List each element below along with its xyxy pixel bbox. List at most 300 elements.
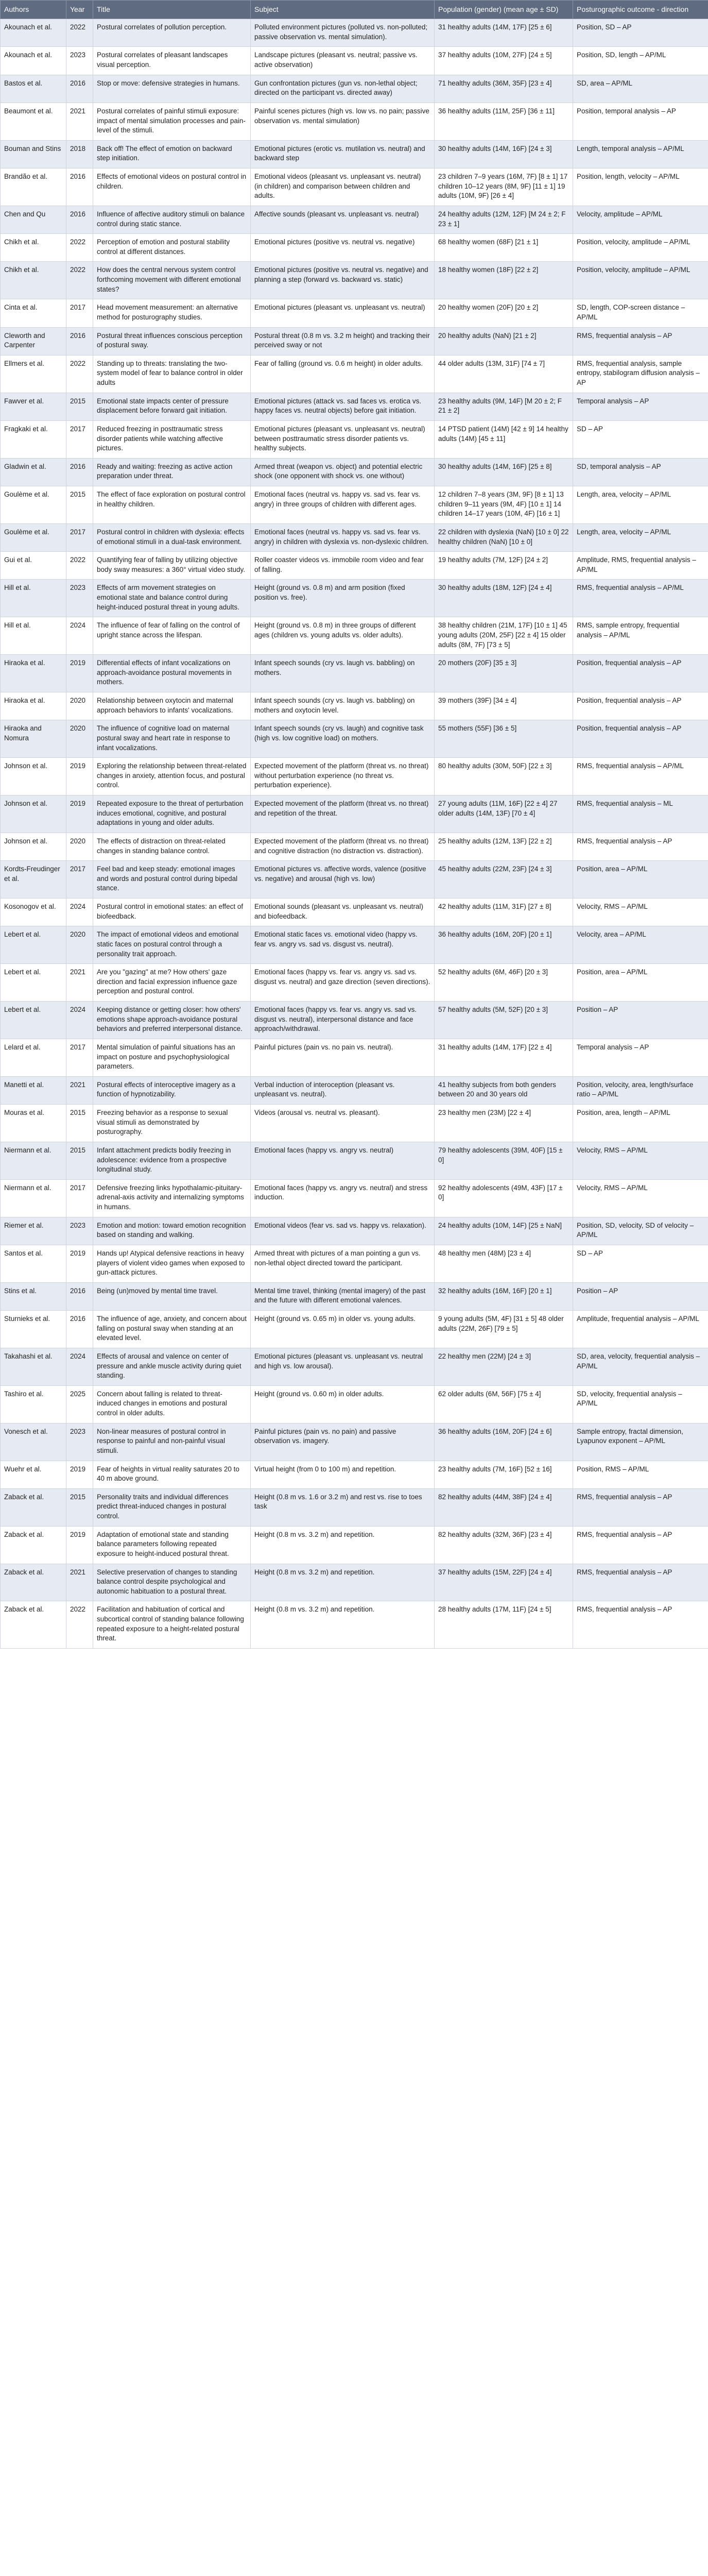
table-row [1, 168, 708, 206]
cell-population: 31 healthy adults (14M, 17F) [22 ± 4] [435, 1039, 573, 1076]
cell-outcome: Position, velocity, amplitude – AP/ML [573, 262, 708, 299]
cell-subject: Height (0.8 m vs. 3.2 m) and repetition. [251, 1601, 435, 1649]
cell-outcome: SD, temporal analysis – AP [573, 458, 708, 486]
cell-authors: Hill et al. [1, 580, 66, 617]
cell-authors: Bastos et al. [1, 75, 66, 103]
cell-population: 18 healthy women (18F) [22 ± 2] [435, 262, 573, 299]
table-row [1, 458, 708, 486]
cell-title: Keeping distance or getting closer: how others' emotions shape approach-avoidance postural behaviors and preferred interpersonal distance. [93, 1002, 251, 1039]
cell-outcome: Position, frequential analysis – AP [573, 655, 708, 692]
table-row [1, 861, 708, 899]
cell-subject: Armed threat (weapon vs. object) and potential electric shock (one opponent with shock vs. one without) [251, 458, 435, 486]
cell-authors: Cinta et al. [1, 299, 66, 327]
cell-year: 2023 [66, 1217, 93, 1245]
table-row [1, 1564, 708, 1601]
cell-authors: Lebert et al. [1, 964, 66, 1002]
table-row [1, 1601, 708, 1649]
cell-population: 36 healthy adults (11M, 25F) [36 ± 11] [435, 103, 573, 140]
cell-population: 24 healthy adults (10M, 14F) [25 ± NaN] [435, 1217, 573, 1245]
cell-population: 41 healthy subjects from both genders between 20 and 30 years old [435, 1076, 573, 1104]
cell-outcome: Length, area, velocity – AP/ML [573, 486, 708, 524]
cell-year: 2024 [66, 617, 93, 655]
cell-title: Emotion and motion: toward emotion recognition based on standing and walking. [93, 1217, 251, 1245]
cell-subject: Verbal induction of interoception (pleasant vs. unpleasant vs. neutral). [251, 1076, 435, 1104]
cell-authors: Fawver et al. [1, 393, 66, 420]
cell-outcome: SD – AP [573, 420, 708, 458]
cell-title: Personality traits and individual differences predict threat-induced changes in postural control. [93, 1488, 251, 1526]
cell-subject: Infant speech sounds (cry vs. laugh vs. babbling) on mothers and oxytocin level. [251, 692, 435, 720]
cell-population: 12 children 7–8 years (3M, 9F) [8 ± 1] 13 children 9–11 years (9M, 4F) [10 ± 1] 14 children 14–17 years (10M, 4F) [16 ± 1] [435, 486, 573, 524]
cell-population: 28 healthy adults (17M, 11F) [24 ± 5] [435, 1601, 573, 1649]
cell-year: 2019 [66, 655, 93, 692]
cell-year: 2016 [66, 1311, 93, 1348]
cell-outcome: Position, frequential analysis – AP [573, 720, 708, 758]
table-row [1, 1488, 708, 1526]
cell-authors: Chikh et al. [1, 262, 66, 299]
cell-title: Selective preservation of changes to standing balance control despite psychological and autonomic habituation to a postural threat. [93, 1564, 251, 1601]
cell-authors: Hill et al. [1, 617, 66, 655]
cell-population: 20 healthy adults (NaN) [21 ± 2] [435, 327, 573, 355]
table-row [1, 899, 708, 926]
cell-outcome: SD – AP [573, 1245, 708, 1282]
cell-population: 82 healthy adults (44M, 38F) [24 ± 4] [435, 1488, 573, 1526]
cell-year: 2023 [66, 47, 93, 75]
cell-population: 30 healthy adults (14M, 16F) [25 ± 8] [435, 458, 573, 486]
cell-title: Postural correlates of pollution perception. [93, 19, 251, 47]
cell-population: 45 healthy adults (22M, 23F) [24 ± 3] [435, 861, 573, 899]
cell-subject: Height (ground vs. 0.8 m) in three groups of different ages (children vs. young adults vs. older adults). [251, 617, 435, 655]
cell-authors: Akounach et al. [1, 19, 66, 47]
cell-year: 2019 [66, 758, 93, 795]
cell-subject: Emotional faces (neutral vs. happy vs. sad vs. fear vs. angry) in children with dyslexia vs. non-dyslexic children. [251, 523, 435, 551]
table-row [1, 1076, 708, 1104]
cell-title: Postural control in emotional states: an effect of biofeedback. [93, 899, 251, 926]
cell-authors: Gui et al. [1, 552, 66, 580]
cell-authors: Goulème et al. [1, 486, 66, 524]
cell-outcome: Position, SD – AP [573, 19, 708, 47]
cell-title: Differential effects of infant vocalizations on approach-avoidance postural movements in mothers. [93, 655, 251, 692]
cell-population: 19 healthy adults (7M, 12F) [24 ± 2] [435, 552, 573, 580]
cell-outcome: RMS, frequential analysis – AP [573, 1564, 708, 1601]
cell-outcome: SD, area – AP/ML [573, 75, 708, 103]
cell-year: 2021 [66, 103, 93, 140]
cell-subject: Emotional pictures (positive vs. neutral vs. negative) and planning a step (forward vs. backward vs. static) [251, 262, 435, 299]
table-row [1, 262, 708, 299]
table-row [1, 617, 708, 655]
table-row [1, 758, 708, 795]
cell-title: The impact of emotional videos and emotional static faces on postural control through a personality trait approach. [93, 926, 251, 964]
cell-subject: Emotional pictures vs. affective words, valence (positive vs. negative) and arousal (high vs. low) [251, 861, 435, 899]
cell-title: Non-linear measures of postural control in response to painful and non-painful visual stimuli. [93, 1423, 251, 1461]
cell-population: 37 healthy adults (15M, 22F) [24 ± 4] [435, 1564, 573, 1601]
table-row [1, 1526, 708, 1564]
cell-outcome: Position, SD, length – AP/ML [573, 47, 708, 75]
cell-population: 20 mothers (20F) [35 ± 3] [435, 655, 573, 692]
cell-year: 2023 [66, 1423, 93, 1461]
cell-year: 2020 [66, 926, 93, 964]
table-row [1, 19, 708, 47]
cell-subject: Expected movement of the platform (threat vs. no threat) and cognitive distraction (no distraction vs. distraction). [251, 833, 435, 860]
cell-subject: Emotional pictures (erotic vs. mutilation vs. neutral) and backward step [251, 140, 435, 168]
cell-outcome: Sample entropy, fractal dimension, Lyapunov exponent – AP/ML [573, 1423, 708, 1461]
cell-year: 2016 [66, 206, 93, 233]
table-row [1, 234, 708, 262]
cell-population: 27 young adults (11M, 16F) [22 ± 4] 27 older adults (14M, 13F) [70 ± 4] [435, 795, 573, 833]
table-row [1, 1282, 708, 1310]
cell-year: 2019 [66, 1526, 93, 1564]
cell-outcome: RMS, frequential analysis – AP [573, 1601, 708, 1649]
cell-year: 2024 [66, 1348, 93, 1385]
cell-population: 82 healthy adults (32M, 36F) [23 ± 4] [435, 1526, 573, 1564]
cell-population: 62 older adults (6M, 56F) [75 ± 4] [435, 1385, 573, 1423]
cell-subject: Emotional faces (neutral vs. happy vs. sad vs. fear vs. angry) in three groups of children with different ages. [251, 486, 435, 524]
cell-title: Facilitation and habituation of cortical and subcortical control of standing balance following repeated exposure to a height-related postural threat. [93, 1601, 251, 1649]
cell-population: 42 healthy adults (11M, 31F) [27 ± 8] [435, 899, 573, 926]
cell-title: Perception of emotion and postural stability control at different distances. [93, 234, 251, 262]
cell-subject: Infant speech sounds (cry vs. laugh) and cognitive task (high vs. low cognitive load) on mothers. [251, 720, 435, 758]
cell-subject: Emotional faces (happy vs. fear vs. angry vs. sad vs. disgust vs. neutral) and gaze direction (seven directions). [251, 964, 435, 1002]
cell-title: The effect of face exploration on postural control in healthy children. [93, 486, 251, 524]
table-row [1, 964, 708, 1002]
table-row [1, 47, 708, 75]
cell-year: 2016 [66, 1282, 93, 1310]
cell-population: 9 young adults (5M, 4F) [31 ± 5] 48 older adults (22M, 26F) [79 ± 5] [435, 1311, 573, 1348]
table-row [1, 1039, 708, 1076]
cell-authors: Johnson et al. [1, 795, 66, 833]
header-subject: Subject [251, 1, 435, 19]
header-authors: Authors [1, 1, 66, 19]
cell-authors: Lelard et al. [1, 1039, 66, 1076]
cell-population: 23 healthy men (23M) [22 ± 4] [435, 1105, 573, 1142]
cell-subject: Emotional sounds (pleasant vs. unpleasant vs. neutral) and biofeedback. [251, 899, 435, 926]
cell-authors: Fragkaki et al. [1, 420, 66, 458]
cell-outcome: Amplitude, frequential analysis – AP/ML [573, 1311, 708, 1348]
table-body [1, 19, 708, 1649]
cell-outcome: RMS, frequential analysis – AP/ML [573, 580, 708, 617]
cell-title: Effects of arousal and valence on center of pressure and ankle muscle activity during quiet standing. [93, 1348, 251, 1385]
cell-authors: Akounach et al. [1, 47, 66, 75]
table-row [1, 1217, 708, 1245]
cell-year: 2017 [66, 523, 93, 551]
cell-outcome: Velocity, amplitude – AP/ML [573, 206, 708, 233]
table-row [1, 1142, 708, 1179]
table-row [1, 1385, 708, 1423]
cell-subject: Armed threat with pictures of a man pointing a gun vs. non-lethal object directed toward the participant. [251, 1245, 435, 1282]
cell-population: 23 healthy adults (7M, 16F) [52 ± 16] [435, 1461, 573, 1488]
cell-subject: Gun confrontation pictures (gun vs. non-lethal object; directed on the participant vs. directed away) [251, 75, 435, 103]
cell-title: Mental simulation of painful situations has an impact on posture and psychophysiological parameters. [93, 1039, 251, 1076]
cell-title: Relationship between oxytocin and maternal approach behaviors to infants' vocalizations. [93, 692, 251, 720]
table-row [1, 580, 708, 617]
cell-outcome: Velocity, RMS – AP/ML [573, 1179, 708, 1217]
table-row [1, 1461, 708, 1488]
cell-population: 24 healthy adults (12M, 12F) [M 24 ± 2; F 23 ± 1] [435, 206, 573, 233]
cell-subject: Emotional pictures (attack vs. sad faces vs. erotica vs. happy faces vs. neutral objects) before gait initiation. [251, 393, 435, 420]
cell-outcome: SD, area, velocity, frequential analysis – AP/ML [573, 1348, 708, 1385]
cell-outcome: Position, velocity, amplitude – AP/ML [573, 234, 708, 262]
cell-title: Head movement measurement: an alternative method for posturography studies. [93, 299, 251, 327]
cell-subject: Affective sounds (pleasant vs. unpleasant vs. neutral) [251, 206, 435, 233]
cell-title: Are you "gazing" at me? How others' gaze direction and facial expression influence gaze perception and postural control. [93, 964, 251, 1002]
table-row [1, 655, 708, 692]
cell-year: 2021 [66, 964, 93, 1002]
cell-title: Hands up! Atypical defensive reactions in heavy players of violent video games when exposed to gun-attack pictures. [93, 1245, 251, 1282]
cell-outcome: Position – AP [573, 1002, 708, 1039]
cell-outcome: Position, RMS – AP/ML [573, 1461, 708, 1488]
cell-title: Effects of arm movement strategies on emotional state and balance control during height-induced postural threat in young adults. [93, 580, 251, 617]
table-row [1, 1245, 708, 1282]
cell-title: Fear of heights in virtual reality saturates 20 to 40 m above ground. [93, 1461, 251, 1488]
cell-outcome: RMS, frequential analysis – AP [573, 833, 708, 860]
cell-year: 2019 [66, 1245, 93, 1282]
cell-year: 2016 [66, 458, 93, 486]
cell-authors: Vonesch et al. [1, 1423, 66, 1461]
cell-subject: Virtual height (from 0 to 100 m) and repetition. [251, 1461, 435, 1488]
cell-year: 2022 [66, 355, 93, 393]
table-row [1, 926, 708, 964]
cell-subject: Painful pictures (pain vs. no pain vs. neutral). [251, 1039, 435, 1076]
cell-authors: Manetti et al. [1, 1076, 66, 1104]
cell-subject: Height (0.8 m vs. 3.2 m) and repetition. [251, 1526, 435, 1564]
table-row [1, 103, 708, 140]
cell-population: 37 healthy adults (10M, 27F) [24 ± 5] [435, 47, 573, 75]
header-title: Title [93, 1, 251, 19]
cell-year: 2016 [66, 75, 93, 103]
cell-subject: Postural threat (0.8 m vs. 3.2 m height) and tracking their perceived sway or not [251, 327, 435, 355]
table-row [1, 420, 708, 458]
cell-authors: Kosonogov et al. [1, 899, 66, 926]
cell-title: Freezing behavior as a response to sexual visual stimuli as demonstrated by posturography. [93, 1105, 251, 1142]
cell-year: 2016 [66, 168, 93, 206]
cell-subject: Landscape pictures (pleasant vs. neutral; passive vs. active observation) [251, 47, 435, 75]
cell-year: 2024 [66, 899, 93, 926]
cell-year: 2015 [66, 486, 93, 524]
cell-outcome: Position, SD, velocity, SD of velocity – AP/ML [573, 1217, 708, 1245]
cell-outcome: Position, temporal analysis – AP [573, 103, 708, 140]
table-row [1, 486, 708, 524]
cell-authors: Lebert et al. [1, 926, 66, 964]
cell-population: 52 healthy adults (6M, 46F) [20 ± 3] [435, 964, 573, 1002]
cell-population: 55 mothers (55F) [36 ± 5] [435, 720, 573, 758]
cell-year: 2020 [66, 720, 93, 758]
table-row [1, 1002, 708, 1039]
cell-subject: Expected movement of the platform (threat vs. no threat) and repetition of the threat. [251, 795, 435, 833]
cell-outcome: Position, area – AP/ML [573, 861, 708, 899]
cell-subject: Emotional faces (happy vs. angry vs. neutral) [251, 1142, 435, 1179]
cell-subject: Mental time travel, thinking (mental imagery) of the past and the future with different emotional valences. [251, 1282, 435, 1310]
cell-authors: Zaback et al. [1, 1601, 66, 1649]
cell-year: 2016 [66, 327, 93, 355]
cell-authors: Niermann et al. [1, 1142, 66, 1179]
cell-authors: Zaback et al. [1, 1488, 66, 1526]
cell-title: Feel bad and keep steady: emotional images and words and postural control during bipedal stance. [93, 861, 251, 899]
cell-authors: Hiraoka et al. [1, 692, 66, 720]
cell-population: 22 healthy men (22M) [24 ± 3] [435, 1348, 573, 1385]
cell-authors: Johnson et al. [1, 833, 66, 860]
cell-population: 39 mothers (39F) [34 ± 4] [435, 692, 573, 720]
cell-subject: Emotional videos (fear vs. sad vs. happy vs. relaxation). [251, 1217, 435, 1245]
cell-population: 30 healthy adults (14M, 16F) [24 ± 3] [435, 140, 573, 168]
cell-authors: Hiraoka and Nomura [1, 720, 66, 758]
cell-title: The influence of fear of falling on the control of upright stance across the lifespan. [93, 617, 251, 655]
cell-title: Postural threat influences conscious perception of postural sway. [93, 327, 251, 355]
cell-year: 2022 [66, 1601, 93, 1649]
cell-population: 71 healthy adults (36M, 35F) [23 ± 4] [435, 75, 573, 103]
cell-authors: Niermann et al. [1, 1179, 66, 1217]
cell-year: 2020 [66, 833, 93, 860]
cell-subject: Expected movement of the platform (threat vs. no threat) without perturbation experience (no threat vs. perturbation experience). [251, 758, 435, 795]
cell-subject: Emotional pictures (positive vs. neutral vs. negative) [251, 234, 435, 262]
cell-population: 44 older adults (13M, 31F) [74 ± 7] [435, 355, 573, 393]
cell-authors: Beaumont et al. [1, 103, 66, 140]
cell-year: 2015 [66, 1142, 93, 1179]
cell-population: 36 healthy adults (16M, 20F) [20 ± 1] [435, 926, 573, 964]
table-header [1, 1, 708, 19]
table-row [1, 523, 708, 551]
cell-authors: Brandão et al. [1, 168, 66, 206]
cell-outcome: SD, velocity, frequential analysis – AP/ML [573, 1385, 708, 1423]
cell-outcome: Position, velocity, area, length/surface ratio – AP/ML [573, 1076, 708, 1104]
cell-population: 36 healthy adults (16M, 20F) [24 ± 6] [435, 1423, 573, 1461]
cell-year: 2022 [66, 552, 93, 580]
cell-year: 2022 [66, 262, 93, 299]
cell-subject: Emotional pictures (pleasant vs. unpleasant vs. neutral) [251, 299, 435, 327]
cell-population: 32 healthy adults (16M, 16F) [20 ± 1] [435, 1282, 573, 1310]
cell-population: 30 healthy adults (18M, 12F) [24 ± 4] [435, 580, 573, 617]
cell-subject: Emotional faces (happy vs. fear vs. angry vs. sad vs. disgust vs. neutral), interpersonal distance and face approach/withdrawal. [251, 1002, 435, 1039]
cell-subject: Height (ground vs. 0.8 m) and arm position (fixed position vs. free). [251, 580, 435, 617]
cell-year: 2022 [66, 234, 93, 262]
cell-outcome: RMS, frequential analysis – AP [573, 327, 708, 355]
cell-subject: Height (ground vs. 0.65 m) in older vs. young adults. [251, 1311, 435, 1348]
header-year: Year [66, 1, 93, 19]
cell-outcome: Temporal analysis – AP [573, 393, 708, 420]
cell-year: 2025 [66, 1385, 93, 1423]
cell-title: Postural control in children with dyslexia: effects of emotional stimuli in a dual-task environment. [93, 523, 251, 551]
cell-year: 2015 [66, 393, 93, 420]
cell-title: Postural correlates of painful stimuli exposure: impact of mental simulation processes and pain-level of the stimuli. [93, 103, 251, 140]
cell-authors: Cleworth and Carpenter [1, 327, 66, 355]
cell-outcome: Amplitude, RMS, frequential analysis – AP/ML [573, 552, 708, 580]
table-row [1, 299, 708, 327]
header-row [1, 1, 708, 19]
cell-authors: Hiraoka et al. [1, 655, 66, 692]
cell-subject: Height (0.8 m vs. 3.2 m) and repetition. [251, 1564, 435, 1601]
cell-population: 22 children with dyslexia (NaN) [10 ± 0] 22 healthy children (NaN) [10 ± 0] [435, 523, 573, 551]
cell-title: Concern about falling is related to threat-induced changes in emotions and postural control in older adults. [93, 1385, 251, 1423]
cell-authors: Santos et al. [1, 1245, 66, 1282]
cell-population: 31 healthy adults (14M, 17F) [25 ± 6] [435, 19, 573, 47]
table-row [1, 1179, 708, 1217]
cell-authors: Zaback et al. [1, 1564, 66, 1601]
cell-title: Influence of affective auditory stimuli on balance control during static stance. [93, 206, 251, 233]
cell-population: 48 healthy men (48M) [23 ± 4] [435, 1245, 573, 1282]
cell-subject: Roller coaster videos vs. immobile room video and fear of falling. [251, 552, 435, 580]
cell-outcome: Velocity, RMS – AP/ML [573, 1142, 708, 1179]
cell-subject: Emotional pictures (pleasant vs. unpleasant vs. neutral) between posttraumatic stress disorder patients vs. healthy subjects. [251, 420, 435, 458]
cell-year: 2019 [66, 1461, 93, 1488]
cell-title: Infant attachment predicts bodily freezing in adolescence: evidence from a prospective longitudinal study. [93, 1142, 251, 1179]
table-row [1, 1423, 708, 1461]
cell-title: The influence of cognitive load on maternal postural sway and heart rate in response to infant vocalizations. [93, 720, 251, 758]
cell-outcome: Temporal analysis – AP [573, 1039, 708, 1076]
cell-outcome: RMS, frequential analysis – ML [573, 795, 708, 833]
cell-population: 57 healthy adults (5M, 52F) [20 ± 3] [435, 1002, 573, 1039]
cell-subject: Emotional faces (happy vs. angry vs. neutral) and stress induction. [251, 1179, 435, 1217]
table-row [1, 1311, 708, 1348]
cell-outcome: Position, area, length – AP/ML [573, 1105, 708, 1142]
cell-year: 2020 [66, 692, 93, 720]
cell-population: 80 healthy adults (30M, 50F) [22 ± 3] [435, 758, 573, 795]
cell-year: 2022 [66, 19, 93, 47]
cell-year: 2024 [66, 1002, 93, 1039]
cell-authors: Chikh et al. [1, 234, 66, 262]
cell-authors: Tashiro et al. [1, 1385, 66, 1423]
cell-year: 2015 [66, 1488, 93, 1526]
cell-outcome: SD, length, COP-screen distance – AP/ML [573, 299, 708, 327]
cell-outcome: RMS, frequential analysis – AP [573, 1488, 708, 1526]
table-row [1, 355, 708, 393]
cell-authors: Stins et al. [1, 1282, 66, 1310]
cell-outcome: Length, area, velocity – AP/ML [573, 523, 708, 551]
table-row [1, 795, 708, 833]
cell-year: 2021 [66, 1564, 93, 1601]
cell-outcome: Position – AP [573, 1282, 708, 1310]
cell-subject: Emotional videos (pleasant vs. unpleasant vs. neutral) (in children) and comparison between children and adults. [251, 168, 435, 206]
cell-title: Repeated exposure to the threat of perturbation induces emotional, cognitive, and postural adaptations in young and older adults. [93, 795, 251, 833]
cell-year: 2017 [66, 420, 93, 458]
cell-population: 79 healthy adolescents (39M, 40F) [15 ± 0] [435, 1142, 573, 1179]
cell-population: 23 healthy adults (9M, 14F) [M 20 ± 2; F 21 ± 2] [435, 393, 573, 420]
cell-population: 25 healthy adults (12M, 13F) [22 ± 2] [435, 833, 573, 860]
cell-outcome: Velocity, area – AP/ML [573, 926, 708, 964]
cell-title: Effects of emotional videos on postural control in children. [93, 168, 251, 206]
cell-population: 92 healthy adolescents (49M, 43F) [17 ± 0] [435, 1179, 573, 1217]
cell-authors: Kordts-Freudinger et al. [1, 861, 66, 899]
table-row [1, 75, 708, 103]
cell-title: How does the central nervous system control forthcoming movement with different emotional states? [93, 262, 251, 299]
cell-subject: Painful scenes pictures (high vs. low vs. no pain; passive observation vs. mental simulation) [251, 103, 435, 140]
cell-subject: Painful pictures (pain vs. no pain) and passive observation vs. imagery. [251, 1423, 435, 1461]
cell-subject: Polluted environment pictures (polluted vs. non-polluted; passive observation vs. mental simulation). [251, 19, 435, 47]
cell-year: 2017 [66, 1039, 93, 1076]
cell-year: 2017 [66, 861, 93, 899]
cell-authors: Bouman and Stins [1, 140, 66, 168]
header-outcome: Posturographic outcome - direction [573, 1, 708, 19]
cell-outcome: RMS, frequential analysis, sample entropy, stabilogram diffusion analysis – AP [573, 355, 708, 393]
cell-outcome: RMS, frequential analysis – AP [573, 1526, 708, 1564]
cell-authors: Chen and Qu [1, 206, 66, 233]
cell-population: 68 healthy women (68F) [21 ± 1] [435, 234, 573, 262]
cell-authors: Lebert et al. [1, 1002, 66, 1039]
cell-year: 2017 [66, 299, 93, 327]
cell-year: 2023 [66, 580, 93, 617]
cell-subject: Fear of falling (ground vs. 0.6 m height) in older adults. [251, 355, 435, 393]
cell-title: Back off! The effect of emotion on backward step initiation. [93, 140, 251, 168]
table-row [1, 720, 708, 758]
cell-subject: Emotional pictures (pleasant vs. unpleasant vs. neutral and high vs. low arousal). [251, 1348, 435, 1385]
cell-authors: Mouras et al. [1, 1105, 66, 1142]
cell-population: 14 PTSD patient (14M) [42 ± 9] 14 healthy adults (14M) [45 ± 11] [435, 420, 573, 458]
cell-subject: Emotional static faces vs. emotional video (happy vs. fear vs. angry vs. sad vs. disgust vs. neutral). [251, 926, 435, 964]
cell-authors: Gladwin et al. [1, 458, 66, 486]
table-row [1, 1105, 708, 1142]
cell-title: Being (un)moved by mental time travel. [93, 1282, 251, 1310]
cell-title: Standing up to threats: translating the two-system model of fear to balance control in older adults [93, 355, 251, 393]
table-row [1, 206, 708, 233]
cell-year: 2017 [66, 1179, 93, 1217]
cell-title: Postural correlates of pleasant landscapes visual perception. [93, 47, 251, 75]
